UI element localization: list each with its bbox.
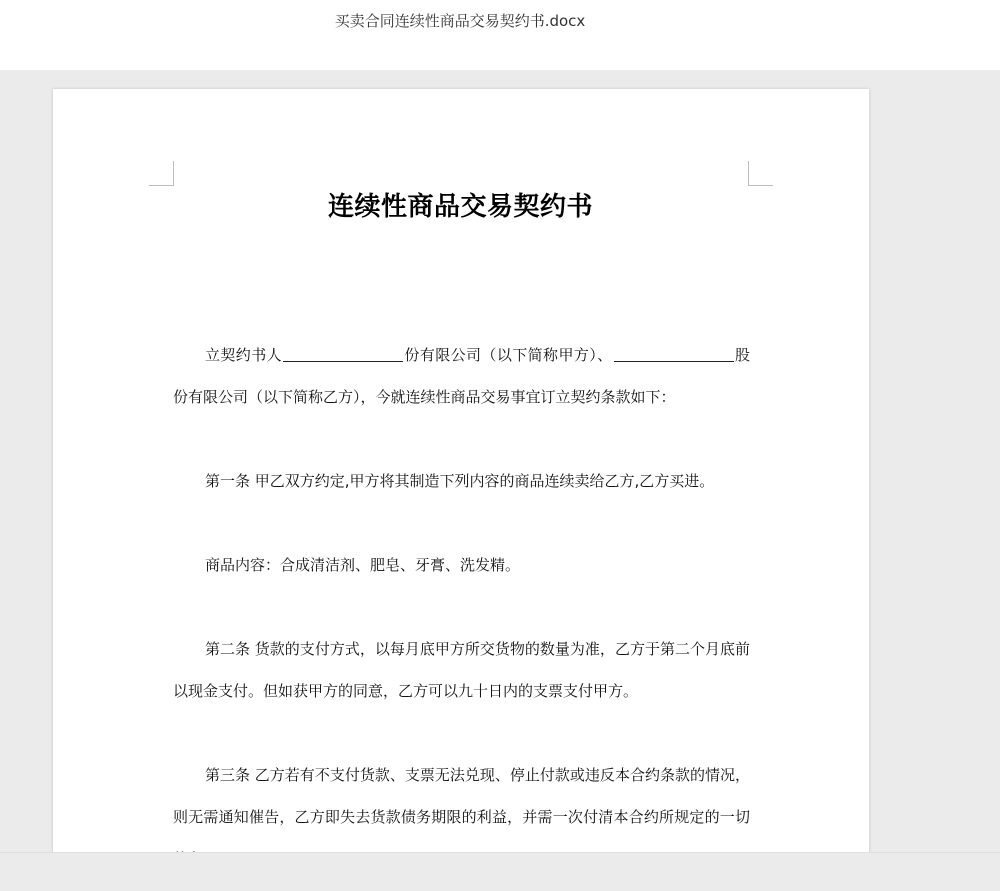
document-viewport[interactable] — [0, 70, 1000, 852]
paragraph-spacer — [173, 712, 750, 754]
title-bar — [0, 0, 1000, 70]
blank-line-party-b — [614, 346, 734, 362]
parties-text-1: 立契约书人 — [205, 346, 283, 364]
document-page[interactable] — [53, 89, 869, 889]
paragraph-spacer — [173, 586, 750, 628]
paragraph-parties — [173, 334, 750, 418]
paragraph-spacer — [173, 502, 750, 544]
document-filename: 买卖合同连续性商品交易契约书.docx — [334, 12, 586, 30]
paragraph-spacer — [173, 418, 750, 460]
blank-line-party-a — [283, 346, 403, 362]
paragraph-article-1: 第一条 甲乙双方约定,甲方将其制造下列内容的商品连续卖给乙方,乙方买进。 — [205, 472, 715, 490]
paragraph-article-3: 第三条 乙方若有不支付货款、支票无法兑现、停止付款或违反本合约条款的情况，则无需通知催告，乙方即失去货款债务期限的利益，并需一次付清本合约所规定的一切 — [173, 766, 750, 826]
paragraph-article-2: 第二条 货款的支付方式，以每月底甲方所交货物的数量为准，乙方于第二个月底前以现金支付。但如获甲方的同意，乙方可以九十日内的支票支付甲方。 — [173, 640, 750, 700]
parties-text-3: 股份有限公司（以下简称乙方），今就连续性商品交易事宜订立契约条款如下： — [173, 346, 750, 406]
margin-corner-top-left — [149, 161, 174, 186]
parties-text-2: 份有限公司（以下简称甲方）、 — [404, 346, 613, 364]
document-heading: 连续性商品交易契约书 — [327, 192, 593, 222]
margin-corner-top-right — [748, 161, 773, 186]
paragraph-goods: 商品内容：合成清洁剂、肥皂、牙膏、洗发精。 — [205, 556, 521, 574]
bottom-bar — [0, 852, 1000, 891]
document-body — [173, 334, 750, 880]
